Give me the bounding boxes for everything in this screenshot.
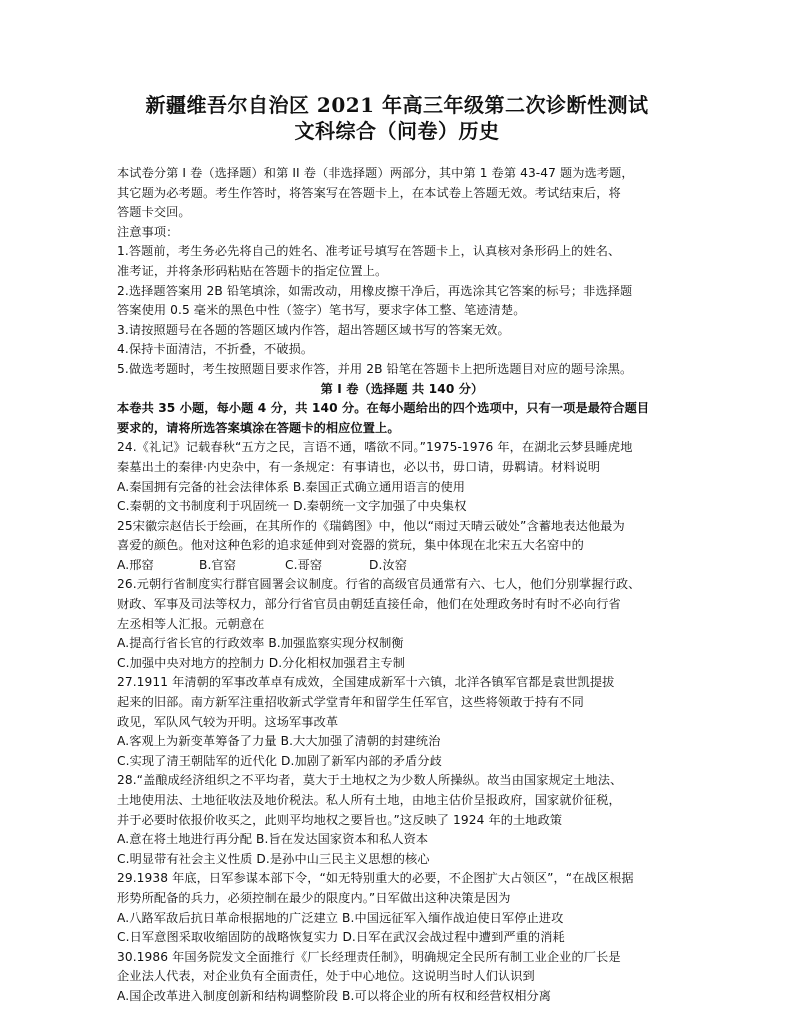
question-options: C.明显带有社会主义性质 D.是孙中山三民主义思想的核心 [117, 851, 430, 866]
question-stem: 并于必要时依报价收买之，此则平均地权之要旨也。”这反映了 1924 年的土地政策 [117, 812, 563, 827]
question-options [117, 556, 687, 576]
question-stem: 秦墓出土的秦律·内史杂中，有一条规定：有事请也，必以书，毋口请，毋羁请。材料说明 [117, 459, 601, 474]
question-stem: 26.元朝行省制度实行群官圆署会议制度。行省的高级官员通常有六、七人，他们分别掌握行政、 [117, 577, 641, 592]
question-25 [117, 517, 687, 576]
intro-line: 本试卷分第 I 卷（选择题）和第 II 卷（非选择题）两部分，其中第 1 卷第 43-47 题为选考题， [117, 166, 634, 180]
question-options: C.实现了清王朝陆军的近代化 D.加剧了新军内部的矛盾分歧 [117, 753, 442, 768]
notice-item: 1.答题前，考生务必先将自己的姓名、准考证号填写在答题卡上，认真核对条形码上的姓名、 [117, 244, 621, 259]
notice [117, 223, 687, 380]
exam-subtitle: 文科综合（问卷）历史 [294, 119, 500, 143]
section-instruction: 要求的，请将所选答案填涂在答题卡的相应位置上。 [117, 420, 400, 435]
question-28 [117, 771, 687, 869]
intro-line: 其它题为必考题。考生作答时，将答案写在答题卡上，在本试卷上答题无效。考试结束后，将 [117, 185, 621, 200]
notice-item: 4.保持卡面清洁，不折叠，不破损。 [117, 342, 314, 357]
notice-heading: 注意事项： [117, 224, 179, 239]
notice-item: 准考证，并将条形码粘贴在答题卡的指定位置上。 [117, 263, 388, 278]
question-stem: 喜爱的颜色。他对这种色彩的追求延伸到对瓷器的赏玩，集中体现在北宋五大名窑中的 [117, 538, 584, 553]
question-29 [117, 869, 687, 947]
question-stem: 土地使用法、土地征收法及地价税法。私人所有土地，由地主估价呈报政府，国家就价征税， [117, 793, 621, 807]
exam-title: 新疆维吾尔自治区 2021 年高三年级第二次诊断性测试 [145, 93, 649, 117]
exam-content [117, 164, 687, 1007]
question-options: A.八路军敌后抗日革命根据地的广泛建立 B.中国远征军入缅作战迫使日军停止进攻 [117, 910, 564, 925]
question-stem: 29.1938 年底，日军参谋本部下令，“如无特别重大的必要，不企图扩大占领区”，“在战区根据 [117, 871, 634, 886]
question-30 [117, 948, 687, 1007]
question-options: A.国企改革进入制度创新和结构调整阶段 B.可以将企业的所有权和经营权相分离 [117, 988, 552, 1003]
question-stem: 形势所配备的兵力，必须控制在最少的限度内。”日军做出这种决策是因为 [117, 890, 511, 905]
question-options: C.加强中央对地方的控制力 D.分化相权加强君主专制 [117, 655, 406, 670]
question-options: A.意在将土地进行再分配 B.旨在发达国家资本和私人资本 [117, 832, 429, 847]
question-stem: 30.1986 年国务院发文全面推行《厂长经理责任制》，明确规定全民所有制工业企业的厂长是 [117, 949, 621, 964]
section-heading: 第 I 卷（选择题 共 140 分） [320, 381, 484, 396]
section-instruction: 本卷共 35 小题，每小题 4 分，共 140 分。在每小题给出的四个选项中，只有一项是最符合题目 [117, 401, 650, 416]
question-27 [117, 673, 687, 771]
question-26 [117, 575, 687, 673]
question-options: A.秦国拥有完备的社会法律体系 B.秦国正式确立通用语言的使用 [117, 479, 466, 494]
question-options: C.秦朝的文书制度利于巩固统一 D.秦朝统一文字加强了中央集权 [117, 499, 467, 514]
notice-item: 2.选择题答案用 2B 铅笔填涂，如需改动，用橡皮擦干净后，再选涂其它答案的标号；非选择题 [117, 283, 633, 298]
notice-item: 3.请按照题号在各题的答题区域内作答，超出答题区域书写的答案无效。 [117, 322, 510, 337]
question-options: A.客观上为新变革筹备了力量 B.大大加强了清朝的封建统治 [117, 734, 441, 749]
option-a: A.邢窑 [117, 557, 154, 572]
intro [117, 164, 687, 223]
question-stem: 24.《礼记》记载春秋“五方之民，言语不通，嗜欲不同。”1975-1976 年，在湖北云梦县睡虎地 [117, 440, 633, 455]
title-block [0, 92, 794, 144]
question-24 [117, 438, 687, 516]
question-stem: 财政、军事及司法等权力，部分行省官员由朝廷直接任命，他们在处理政务时有时不必向行省 [117, 597, 621, 612]
question-options: C.日军意图采取收缩固防的战略恢复实力 D.日军在武汉会战过程中遭到严重的消耗 [117, 930, 565, 945]
option-c: C.哥窑 [285, 557, 323, 572]
notice-item: 答案使用 0.5 毫米的黑色中性（签字）笔书写，要求字体工整、笔迹清楚。 [117, 303, 526, 318]
question-stem: 27.1911 年清朝的军事改革卓有成效，全国建成新军十六镇，北洋各镇军官都是袁世凯提拔 [117, 675, 615, 690]
question-stem: 起来的旧部。南方新军注重招收新式学堂青年和留学生任军官，这些将领敢于持有不同 [117, 695, 584, 710]
notice-item: 5.做选考题时，考生按照题目要求作答，并用 2B 铅笔在答题卡上把所选题目对应的题号涂黑。 [117, 361, 633, 376]
question-stem: 企业法人代表，对企业负有全面责任，处于中心地位。这说明当时人们认识到 [117, 969, 535, 984]
intro-line: 答题卡交回。 [117, 205, 191, 220]
question-options: A.提高行省长官的行政效率 B.加强监察实现分权制衡 [117, 636, 404, 651]
option-b: B.官窑 [199, 557, 237, 572]
question-stem: 左丞相等人汇报。元朝意在 [117, 616, 265, 631]
question-stem: 28.“盖酿成经济组织之不平均者，莫大于土地权之为少数人所操纵。故当由国家规定土地法、 [117, 773, 623, 788]
option-d: D.汝窑 [369, 557, 408, 572]
question-stem: 25宋徽宗赵佶长于绘画，在其所作的《瑞鹤图》中，他以“雨过天晴云破处”含蓄地表达他最为 [117, 518, 625, 533]
question-stem: 政见，军队风气较为开明。这场军事改革 [117, 714, 339, 729]
